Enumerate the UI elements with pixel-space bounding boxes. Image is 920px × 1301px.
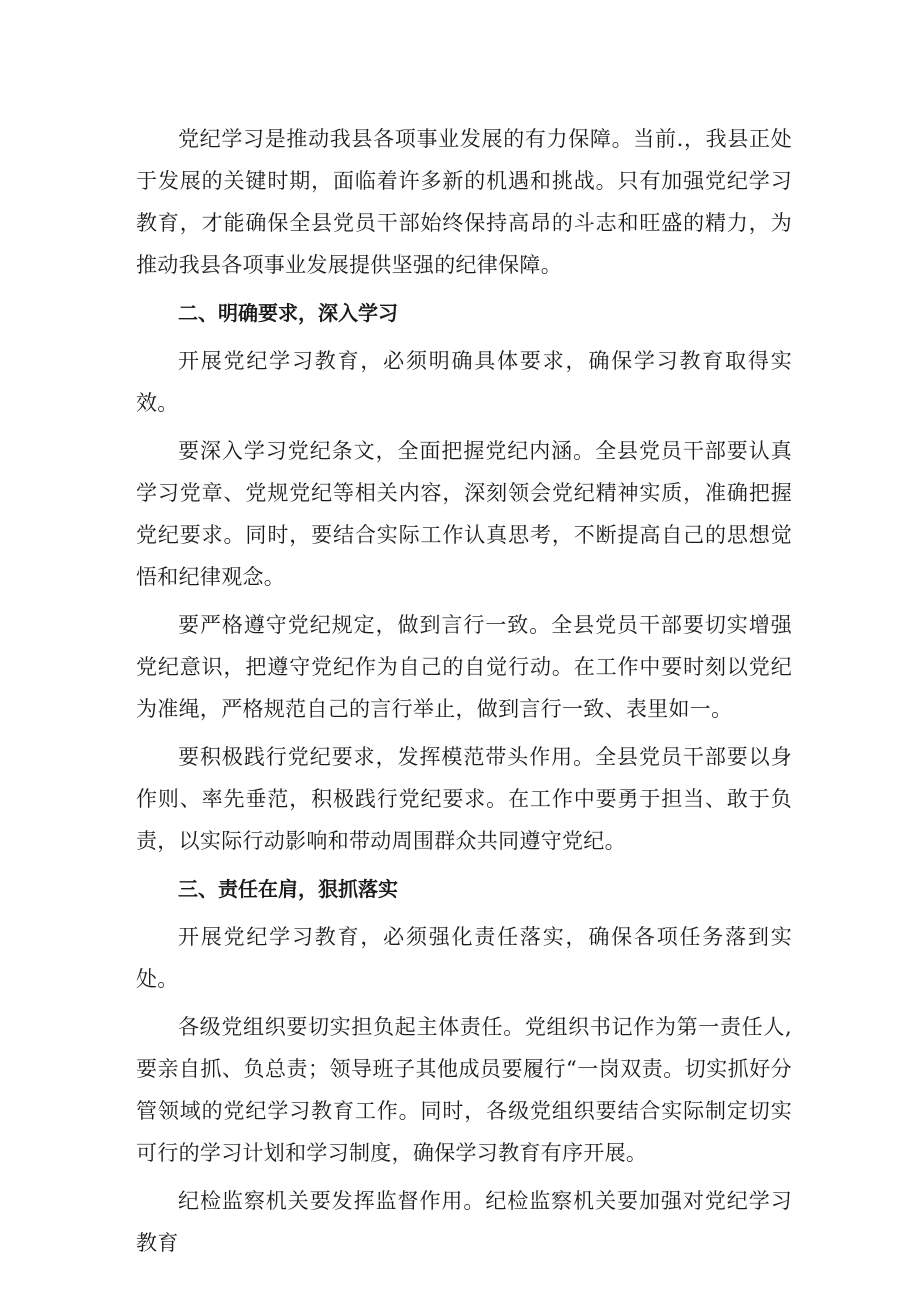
- section-heading-3: 三、责任在肩，狠抓落实: [178, 877, 398, 901]
- paragraph-practice-rules: 要积极践行党纪要求，发挥模范带头作用。全县党员干部要以身作则、率先垂范，积极践行党纪要求。在工作中要勇于担当、敢于负责，以实际行动影响和带动周围群众共同遵守党纪。: [136, 745, 792, 853]
- paragraph-party-organizations: 各级党组织要切实担负起主体责任。党组织书记作为第一责任人,要亲自抓、负总责；领导班子其他成员要履行“一岗双责。切实抓好分管领域的党纪学习教育工作。同时，各级党组织要结合实际制定切实可行的学习计划和学习制度，确保学习教育有序开展。: [136, 1015, 792, 1165]
- paragraph-obey-rules: 要严格遵守党纪规定，做到言行一致。全县党员干部要切实增强党纪意识，把遵守党纪作为自己的自觉行动。在工作中要时刻以党纪为准绳，严格规范自己的言行举止，做到言行一致、表里如一。: [136, 613, 792, 721]
- paragraph-responsibility-intro: 开展党纪学习教育，必须强化责任落实，确保各项任务落到实处。: [136, 925, 792, 991]
- section-heading-2: 二、明确要求，深入学习: [178, 301, 398, 325]
- document-body: [136, 118, 792, 1270]
- paragraph-intro: 党纪学习是推动我县各项事业发展的有力保障。当前.，我县正处于发展的关键时期，面临着许多新的机遇和挑战。只有加强党纪学习教育，才能确保全县党员干部始终保持高昂的斗志和旺盛的精力，为推动我县各项事业发展提供坚强的纪律保障。: [136, 127, 792, 277]
- paragraph-requirements-intro: 开展党纪学习教育，必须明确具体要求，确保学习教育取得实效。: [136, 349, 792, 415]
- paragraph-discipline-inspection: 纪检监察机关要发挥监督作用。纪检监察机关要加强对党纪学习教育: [136, 1189, 792, 1255]
- paragraph-study-rules: 要深入学习党纪条文，全面把握党纪内涵。全县党员干部要认真学习党章、党规党纪等相关内容，深刻领会党纪精神实质，准确把握党纪要求。同时，要结合实际工作认真思考，不断提高自己的思想觉悟和纪律观念。: [136, 439, 792, 589]
